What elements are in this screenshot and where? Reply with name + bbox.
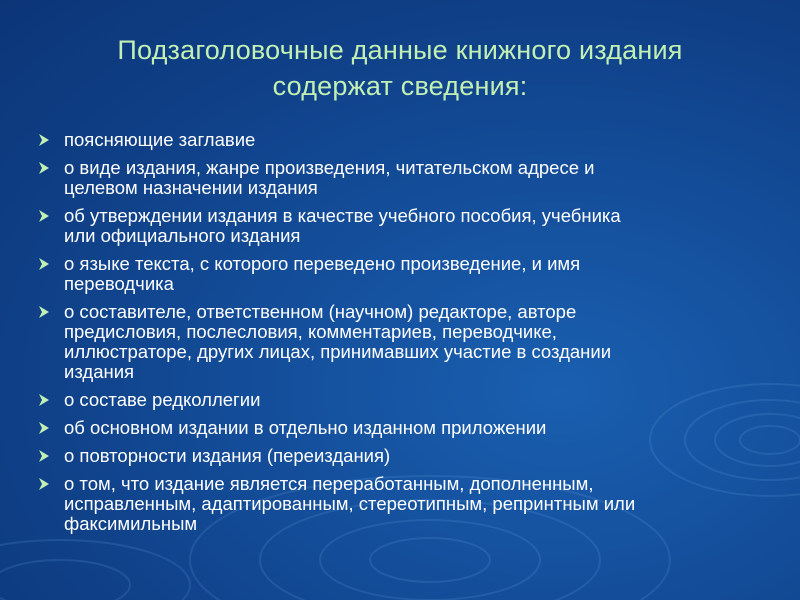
bullet-text-line: о том, что издание является переработанным, дополненным, bbox=[64, 473, 594, 494]
bullet-text-line: иллюстраторе, других лицах, принимавших участие в создании bbox=[64, 341, 612, 362]
bullet-item bbox=[38, 206, 768, 246]
bullet-text-line: исправленным, адаптированным, стереотипным, репринтным или bbox=[64, 493, 636, 514]
bullet-item bbox=[38, 302, 768, 382]
arrow-bullet-icon bbox=[38, 449, 50, 463]
bullet-item bbox=[38, 390, 768, 410]
bullet-text-line: об основном издании в отдельно изданном приложении bbox=[64, 417, 547, 438]
bullet-item bbox=[38, 474, 768, 534]
bullet-text-line: факсимильным bbox=[64, 513, 198, 534]
bullet-item bbox=[38, 418, 768, 438]
arrow-bullet-icon bbox=[38, 133, 50, 147]
bullet-text-line: поясняющие заглавие bbox=[64, 129, 256, 150]
title-line-2: содержат сведения: bbox=[272, 71, 528, 101]
bullet-text-line: целевом назначении издания bbox=[64, 177, 318, 198]
arrow-bullet-icon bbox=[38, 421, 50, 435]
bullet-text-line: переводчика bbox=[64, 273, 174, 294]
title-line-1: Подзаголовочные данные книжного издания bbox=[117, 35, 683, 65]
bullet-text-line: об утверждении издания в качестве учебного пособия, учебника bbox=[64, 205, 621, 226]
bullet-text-line: о языке текста, с которого переведено произведение, и имя bbox=[64, 253, 581, 274]
bullet-text-line: о виде издания, жанре произведения, читательском адресе и bbox=[64, 157, 595, 178]
bullet-list bbox=[38, 130, 768, 542]
arrow-bullet-icon bbox=[38, 161, 50, 175]
bullet-text-line: о повторности издания (переиздания) bbox=[64, 445, 391, 466]
bullet-item bbox=[38, 254, 768, 294]
bullet-text-line: о составе редколлегии bbox=[64, 389, 261, 410]
bullet-text-line: о составителе, ответственном (научном) редакторе, авторе bbox=[64, 301, 577, 322]
bullet-item bbox=[38, 158, 768, 198]
bullet-text-line: или официального издания bbox=[64, 225, 301, 246]
bullet-item bbox=[38, 446, 768, 466]
bullet-item bbox=[38, 130, 768, 150]
arrow-bullet-icon bbox=[38, 393, 50, 407]
arrow-bullet-icon bbox=[38, 477, 50, 491]
bullet-text-line: предисловия, послесловия, комментариев, переводчике, bbox=[64, 321, 557, 342]
bullet-text-line: издания bbox=[64, 361, 135, 382]
arrow-bullet-icon bbox=[38, 209, 50, 223]
arrow-bullet-icon bbox=[38, 305, 50, 319]
arrow-bullet-icon bbox=[38, 257, 50, 271]
slide-title bbox=[40, 32, 760, 104]
